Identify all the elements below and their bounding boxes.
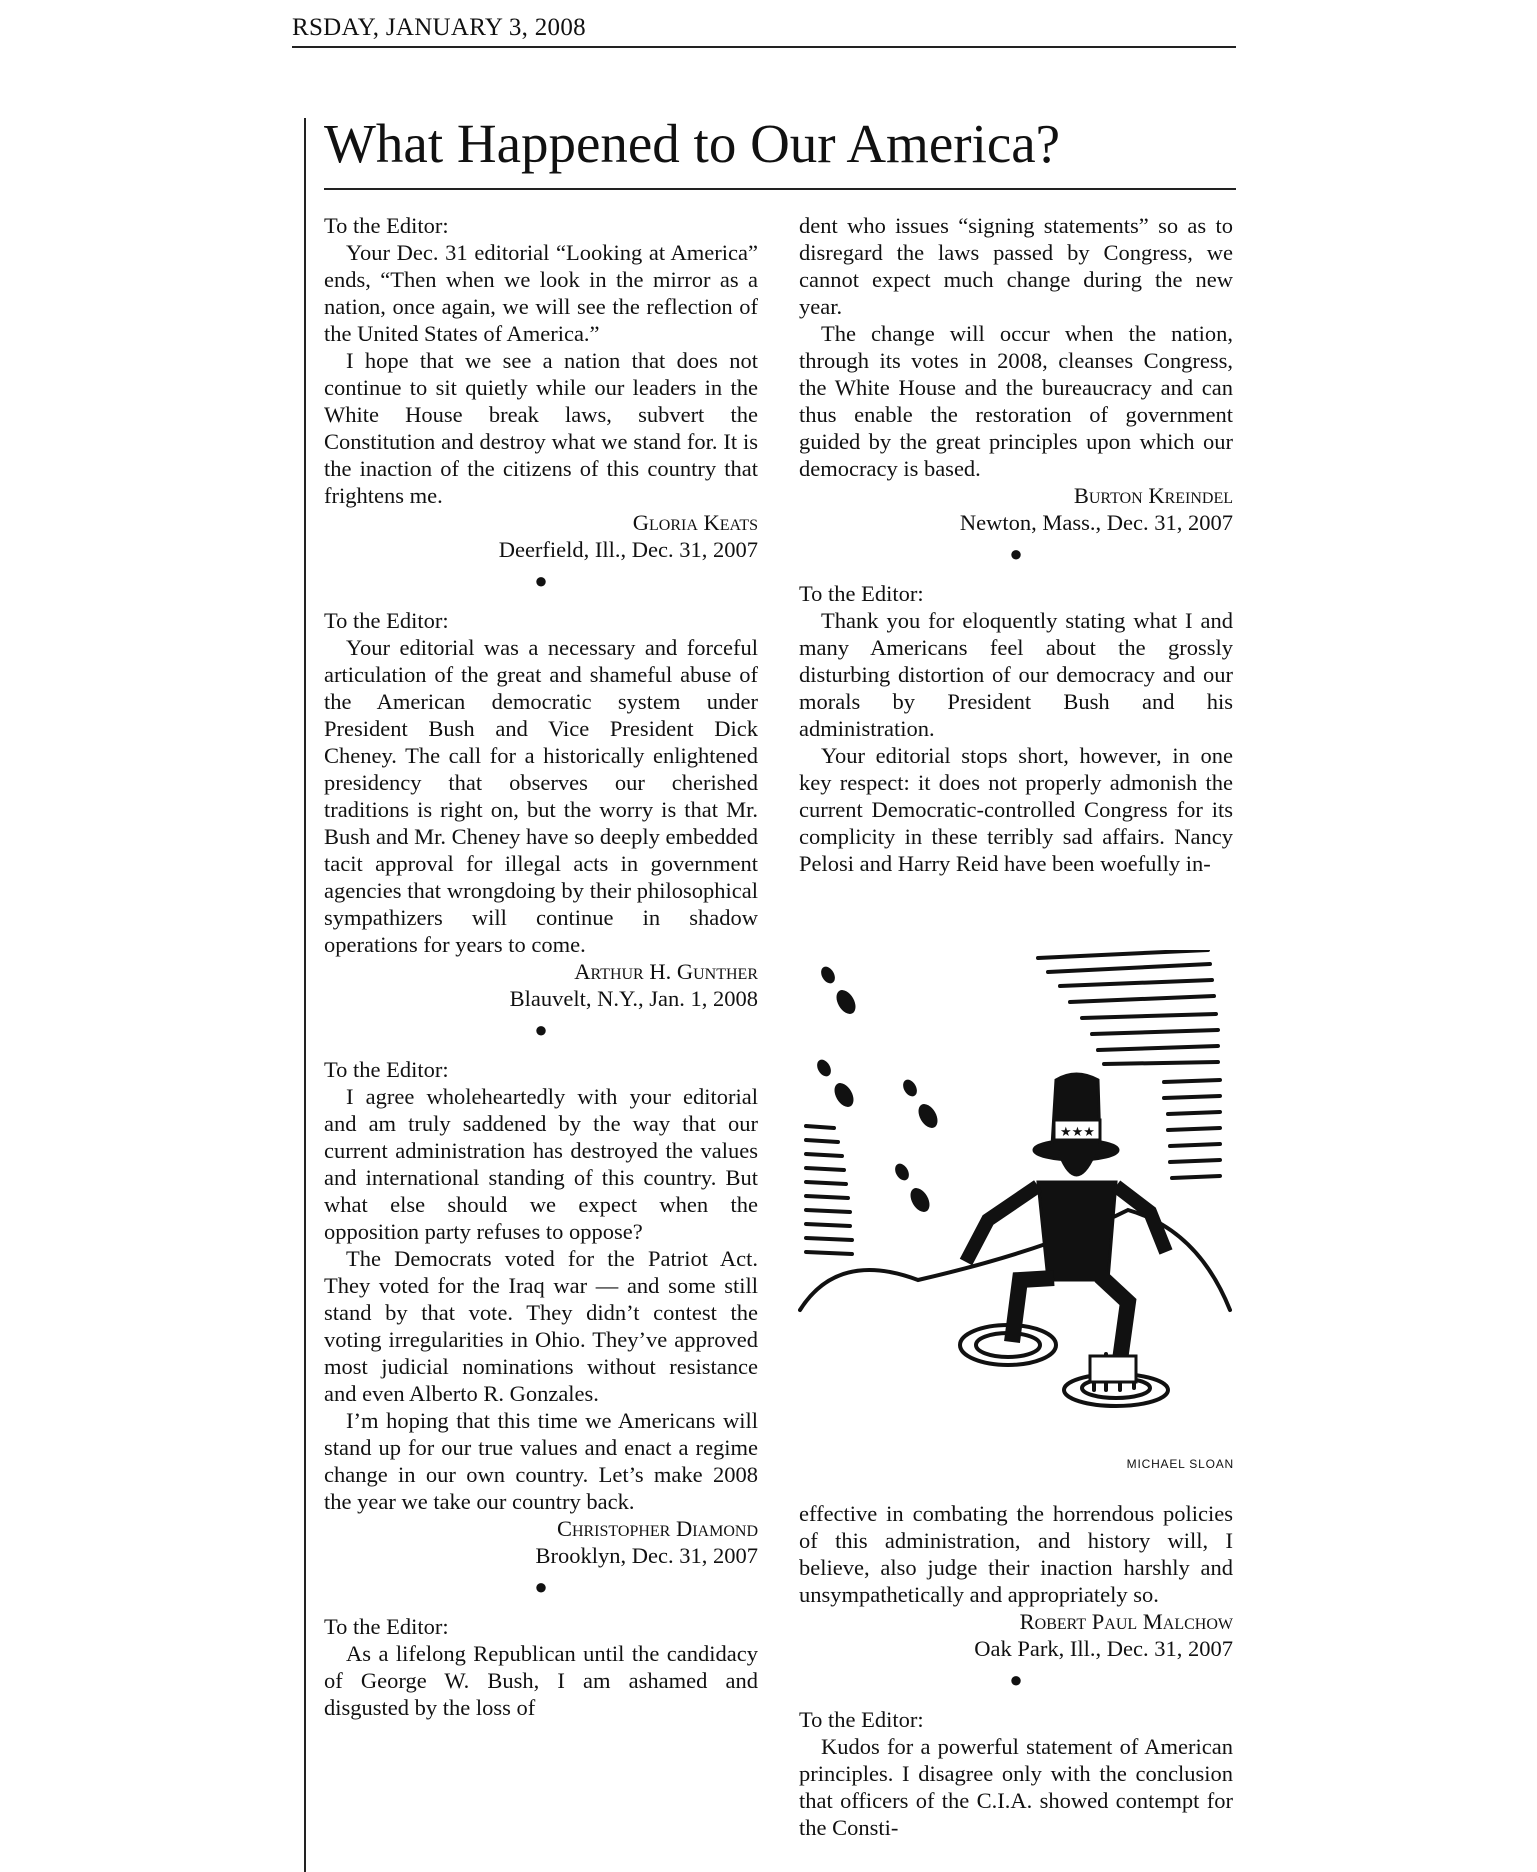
letter-paragraph: As a lifelong Republican until the candidacy of George W. Bush, I am ashamed and disgusted by the loss of bbox=[324, 1641, 758, 1720]
salutation: To the Editor: bbox=[799, 1707, 924, 1732]
vertical-rule bbox=[304, 118, 306, 1872]
signature-place: Brooklyn, Dec. 31, 2007 bbox=[535, 1543, 758, 1568]
letter bbox=[324, 212, 758, 563]
signature: Christopher Diamond bbox=[556, 1516, 758, 1541]
right-column-top bbox=[799, 212, 1233, 877]
salutation: To the Editor: bbox=[324, 608, 449, 633]
left-column bbox=[324, 212, 758, 1721]
signature: Robert Paul Malchow bbox=[1019, 1609, 1233, 1634]
letter-paragraph: Kudos for a powerful statement of American principles. I disagree only with the conclusion that officers of the C.I.A. showed contempt for the Consti- bbox=[799, 1734, 1233, 1840]
separator-bullet: ● bbox=[534, 1017, 548, 1042]
salutation: To the Editor: bbox=[324, 1614, 449, 1639]
headline-rule bbox=[324, 188, 1236, 190]
letter-paragraph: The change will occur when the nation, through its votes in 2008, cleanses Congress, the White House and the bureaucracy and can thus enable the restoration of government guided by the great principles upon which our democracy is based. bbox=[799, 321, 1233, 481]
signature: Burton Kreindel bbox=[1073, 483, 1233, 508]
signature-place: Oak Park, Ill., Dec. 31, 2007 bbox=[974, 1636, 1233, 1661]
letter-paragraph: The Democrats voted for the Patriot Act. They voted for the Iraq war — and some still stand by that vote. They didn’t contest the voting irregularities in Ohio. They’ve approved most judicial nominations without resistance and even Alberto R. Gonzales. bbox=[324, 1246, 758, 1406]
letter bbox=[799, 1706, 1233, 1841]
letter-paragraph: Your editorial was a necessary and forceful articulation of the great and shameful abuse of the American democratic system under President Bush and Vice President Dick Cheney. The call for a historically enlightened presidency that observes our cherished traditions is right on, but the worry is that Mr. Bush and Mr. Cheney have so deeply embedded tacit approval for illegal acts in government agencies that wrongdoing by their philosophical sympathizers will continue in shadow operations for years to come. bbox=[324, 635, 758, 957]
letter-paragraph: I agree wholeheartedly with your editorial and am truly saddened by the way that our current administration has destroyed the values and international standing of this country. But what else should we expect when the opposition party refuses to oppose? bbox=[324, 1084, 758, 1244]
page-title: What Happened to Our America? bbox=[324, 113, 1061, 174]
uncle-sam-illustration bbox=[798, 950, 1234, 1410]
right-column-lower bbox=[799, 1500, 1233, 1841]
svg-text:★★★: ★★★ bbox=[1060, 1125, 1095, 1140]
signature-place: Blauvelt, N.Y., Jan. 1, 2008 bbox=[509, 986, 758, 1011]
signature: Arthur H. Gunther bbox=[574, 959, 758, 984]
letter-paragraph: I hope that we see a nation that does not continue to sit quietly while our leaders in the White House break laws, subvert the Constitution and destroy what we stand for. It is the inaction of the citizens of this country that frightens me. bbox=[324, 348, 758, 508]
separator-bullet: ● bbox=[1009, 541, 1023, 566]
signature-place: Deerfield, Ill., Dec. 31, 2007 bbox=[498, 537, 758, 562]
letter-continuation bbox=[799, 1500, 1233, 1662]
signature: Gloria Keats bbox=[632, 510, 758, 535]
separator-bullet: ● bbox=[534, 568, 548, 593]
letter bbox=[799, 580, 1233, 877]
separator-bullet: ● bbox=[534, 1574, 548, 1599]
letter-paragraph: Your Dec. 31 editorial “Looking at America” ends, “Then when we look in the mirror as a nation, once again, we will see the reflection of the United States of America.” bbox=[324, 240, 758, 346]
illustration-credit: MICHAEL SLOAN bbox=[1126, 1457, 1234, 1471]
signature-place: Newton, Mass., Dec. 31, 2007 bbox=[959, 510, 1233, 535]
letter bbox=[324, 1613, 758, 1721]
letter-paragraph: effective in combating the horrendous policies of this administration, and history will, I believe, also judge their inaction harshly and unsympathetically and appropriately so. bbox=[799, 1501, 1233, 1607]
dateline: RSDAY, JANUARY 3, 2008 bbox=[292, 14, 1236, 48]
letter-paragraph: Your editorial stops short, however, in one key respect: it does not properly admonish the current Democratic-controlled Congress for its complicity in these terribly sad affairs. Nancy Pelosi and Harry Reid have been woefully in- bbox=[799, 743, 1233, 876]
separator-bullet: ● bbox=[1009, 1667, 1023, 1692]
letter-paragraph: Thank you for eloquently stating what I and many Americans feel about the grossly disturbing distortion of our democracy and our morals by President Bush and his administration. bbox=[799, 608, 1233, 741]
letter bbox=[324, 1056, 758, 1569]
salutation: To the Editor: bbox=[324, 213, 449, 238]
letter-continuation bbox=[799, 212, 1233, 536]
letter-paragraph: dent who issues “signing statements” so as to disregard the laws passed by Congress, we cannot expect much change during the new year. bbox=[799, 213, 1233, 319]
salutation: To the Editor: bbox=[799, 581, 924, 606]
letter bbox=[324, 607, 758, 1012]
salutation: To the Editor: bbox=[324, 1057, 449, 1082]
letter-paragraph: I’m hoping that this time we Americans will stand up for our true values and enact a regime change in our own country. Let’s make 2008 the year we take our country back. bbox=[324, 1408, 758, 1514]
